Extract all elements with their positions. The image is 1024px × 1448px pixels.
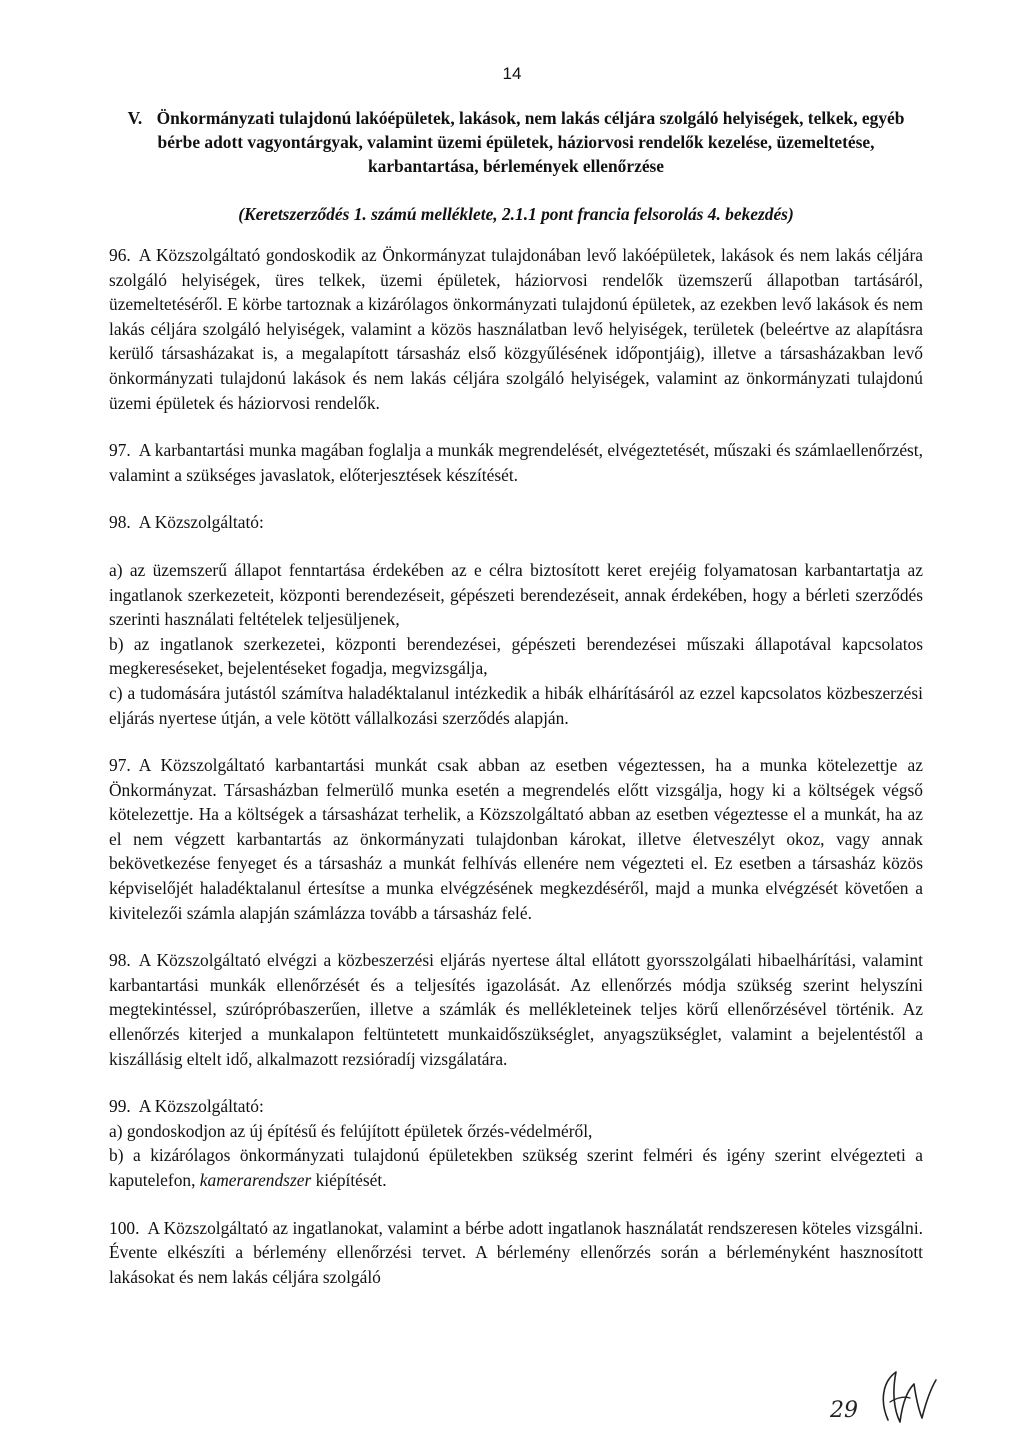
section-reference: (Keretszerződés 1. számú melléklete, 2.1.1 pont francia felsorolás 4. bekezdés) (238, 204, 794, 224)
emphasized-term: kamerarendszer (199, 1170, 312, 1190)
paragraph-number: 98. (109, 950, 131, 971)
paragraph-text: A Közszolgáltató az ingatlanokat, valamint a bérbe adott ingatlanok használatát rendszeresen köteles vizsgálni. Évente elkészíti a bérlemény ellenőrzési tervet. A bérlemény ellenőrzés során a bérleményként hasznosított lakásokat és nem lakás céljára szolgáló (109, 1217, 923, 1287)
list-item-b: b) az ingatlanok szerkezetei, központi berendezései, gépészeti berendezései műszaki állapotával kapcsolatos megkereséseket, bejelentéseket fogadja, megvizsgálja, (109, 633, 923, 679)
paragraph-number: 98. (109, 512, 131, 533)
list-text: b) a kizárólagos önkormányzati tulajdonú épületekben szükség szerint felméri és igény szerint elvégezteti a kaputelefon, (109, 1145, 923, 1190)
paragraph-100 (109, 1216, 923, 1290)
paragraph-98b (109, 948, 923, 1071)
list-98 (109, 558, 923, 730)
list-99 (109, 1119, 923, 1193)
paragraph-text: A Közszolgáltató karbantartási munkát csak abban az esetben végeztessen, ha a munka kötelezettje az Önkormányzat. Társasházban felmerülő munka esetén a megrendelés előtt vizsgálja, hogy ki a költségek végső kötelezettje. Ha a költségek a társasházat terhelik, a Közszolgáltató abban az esetben végeztesse el a munkát, ha az el nem végzett karbantartás az önkormányzati tulajdonban károkat, illetve életveszélyt okoz, vagy annak bekövetkezése fenyeget és a társasház a munkát felhívás ellenére nem végezteti el. Ez esetben a társasház közös képviselőjét haladéktalanul értesítse a munka elvégzésének megkezdéséről, majd a munka elvégzését követően a kivitelezői számla alapján számlázza tovább a társasház felé. (109, 755, 923, 923)
list-item-b (109, 1143, 923, 1192)
paragraph-number: 97. (109, 440, 131, 461)
paragraph-number: 99. (109, 1096, 131, 1117)
page-number: 14 (502, 64, 522, 83)
list-item-c: c) a tudomására jutástól számítva haladéktalanul intézkedik a hibák elhárításáról az ezzel kapcsolatos közbeszerzési eljárás nyertese útján, a vele kötött vállalkozási szerződés alapján. (109, 682, 923, 728)
paragraph-text: A Közszolgáltató gondoskodik az Önkormányzat tulajdonában levő lakóépületek, lakások és nem lakás céljára szolgáló helyiségek, üres telkek, üzemi épületek, háziorvosi rendelők üzemszerű állapotban tartásáról, üzemeltetéséről. E körbe tartoznak a kizárólagos önkormányzati tulajdonú épületek, az ezekben levő lakások és nem lakás céljára szolgáló helyiségek, valamint a közös használatban levő helyiségek, területek (beleértve az alapításra kerülő társasházakat is, a megalapított társasház első közgyűlésének időpontjáig), illetve a társasházakban levő önkormányzati tulajdonú lakások és nem lakás céljára szolgáló helyiségek, valamint az önkormányzati tulajdonú üzemi épületek és háziorvosi rendelők. (109, 245, 923, 413)
section-number: V. (127, 108, 143, 128)
document-body (109, 106, 923, 1289)
paragraph-99 (109, 1094, 923, 1119)
paragraph-text: A Közszolgáltató: (138, 512, 264, 533)
paragraph-text: A Közszolgáltató elvégzi a közbeszerzési eljárás nyertese által ellátott gyorsszolgálati hibaelhárítási, valamint karbantartási munkák ellenőrzését és a teljesítés igazolását. Az ellenőrzés módja szükség szerint helyszíni megtekintéssel, szúrópróbaszerűen, illetve a számlák és mellékleteinek teljes körű ellenőrzésével történik. Az ellenőrzés kiterjed a munkalapon feltüntetett munkaidőszükséglet, anyagszükséglet, valamint a bejelentéstől a kiszállásig eltelt idő, alkalmazott rezsióradíj vizsgálatára. (109, 950, 923, 1069)
paragraph-97b (109, 753, 923, 925)
list-item-a: a) gondoskodjon az új építésű és felújított épületek őrzés-védelméről, (109, 1120, 593, 1141)
paragraph-number: 97. (109, 755, 131, 776)
paragraph-96 (109, 243, 923, 415)
paragraph-text: A Közszolgáltató: (138, 1096, 264, 1117)
paragraph-97 (109, 438, 923, 487)
section-heading (109, 106, 923, 178)
handwritten-page-mark: 29 (830, 1398, 858, 1423)
list-item-a: a) az üzemszerű állapot fenntartása érdekében az e célra biztosított keret erejéig folyamatosan karbantartatja az ingatlanok szerkezeteit, központi berendezéseit, gépészeti berendezéseit, annak érdekében, hogy a bérleti szerződés szerinti használati feltételek teljesüljenek, (109, 559, 923, 630)
paragraph-number: 100. (109, 1217, 140, 1238)
paragraph-98 (109, 510, 923, 535)
list-text: kiépítését. (315, 1170, 387, 1190)
paragraph-number: 96. (109, 245, 131, 265)
section-title: Önkormányzati tulajdonú lakóépületek, lakások, nem lakás céljára szolgáló helyiségek, telkek, egyéb bérbe adott vagyontárgyak, valamint üzemi épületek, háziorvosi rendelők kezelése, üzemeltetése, karbantartása, bérlemények ellenőrzése (156, 108, 905, 176)
paragraph-text: A karbantartási munka magában foglalja a munkák megrendelését, elvégeztetését, műszaki és számlaellenőrzést, valamint a szükséges javaslatok, előterjesztések készítését. (109, 440, 923, 485)
